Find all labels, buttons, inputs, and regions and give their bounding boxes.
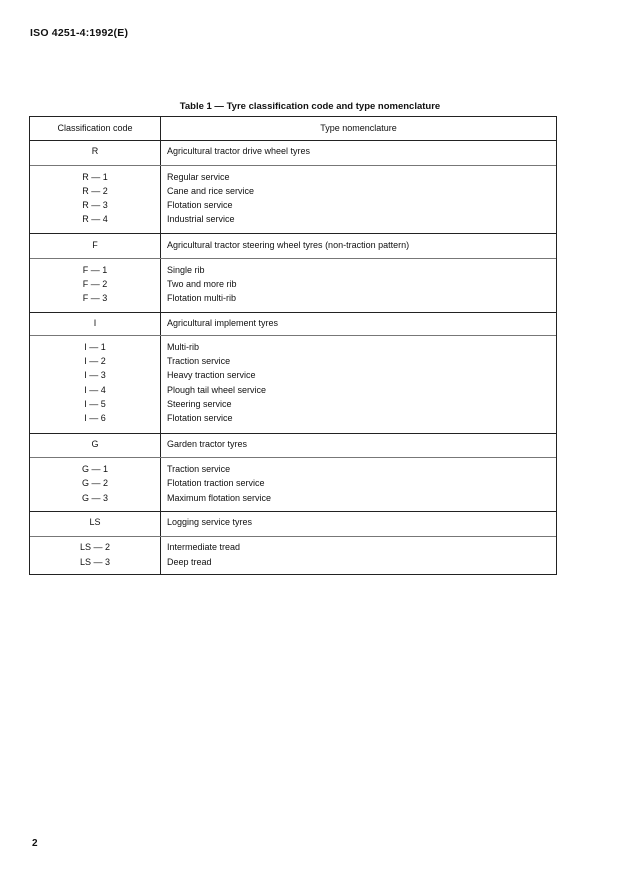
subtype-name: Flotation traction service [167,478,265,488]
group-name: Agricultural implement tyres [167,318,279,328]
subtype-name: Industrial service [167,214,235,224]
group-name: Garden tractor tyres [167,439,248,449]
column-header-code: Classification code [57,123,133,133]
subtype-name: Plough tail wheel service [167,385,267,395]
subtype-code: I — 6 [84,413,106,423]
subtype-code: G — 3 [81,493,108,503]
subtype-code: F — 3 [82,293,108,303]
subtype-name: Traction service [167,356,231,366]
subtype-name: Steering service [167,399,232,409]
subtype-code: R — 3 [82,200,108,210]
subtype-code: R — 2 [82,186,108,196]
header-divider [30,140,556,141]
subtype-code: LS — 3 [79,557,110,567]
subtype-code: I — 5 [84,399,106,409]
group-divider [30,233,556,234]
subtype-name: Two and more rib [167,279,237,289]
column-divider [160,117,161,574]
subtype-name: Regular service [167,172,230,182]
subtype-code: F — 1 [82,265,108,275]
page-number: 2 [32,838,38,849]
subtype-name: Heavy traction service [167,370,256,380]
group-name: Agricultural tractor drive wheel tyres [167,146,311,156]
group-name: Logging service tyres [167,517,253,527]
subtype-name: Flotation multi-rib [167,293,237,303]
subtype-name: Cane and rice service [167,186,255,196]
document-id: ISO 4251-4:1992(E) [30,27,129,39]
subtype-name: Deep tread [167,557,212,567]
subtype-name: Single rib [167,265,205,275]
subtype-code: LS — 2 [79,542,110,552]
group-code: R [91,146,99,156]
group-divider [30,433,556,434]
subtype-code: I — 1 [84,342,106,352]
subtype-name: Traction service [167,464,231,474]
group-code: F [92,240,98,250]
subtype-code: I — 3 [84,370,106,380]
subtype-name: Flotation service [167,413,233,423]
row-divider [30,258,556,259]
classification-table [29,116,557,575]
column-header-name: Type nomenclature [320,123,397,133]
subtype-name: Maximum flotation service [167,493,272,503]
row-divider [30,165,556,166]
subtype-code: I — 4 [84,385,106,395]
group-divider [30,511,556,512]
subtype-name: Multi-rib [167,342,200,352]
subtype-code: R — 1 [82,172,108,182]
row-divider [30,457,556,458]
group-divider [30,312,556,313]
group-code: G [91,439,99,449]
group-code: LS [89,517,101,527]
subtype-code: G — 2 [81,478,108,488]
subtype-name: Flotation service [167,200,233,210]
row-divider [30,536,556,537]
subtype-code: R — 4 [82,214,108,224]
subtype-code: G — 1 [81,464,108,474]
subtype-code: I — 2 [84,356,106,366]
subtype-name: Intermediate tread [167,542,241,552]
row-divider [30,335,556,336]
subtype-code: F — 2 [82,279,108,289]
table-caption: Table 1 — Tyre classification code and type nomenclature [179,101,441,112]
group-name: Agricultural tractor steering wheel tyres (non-traction pattern) [167,240,410,250]
group-code: I [93,318,97,328]
